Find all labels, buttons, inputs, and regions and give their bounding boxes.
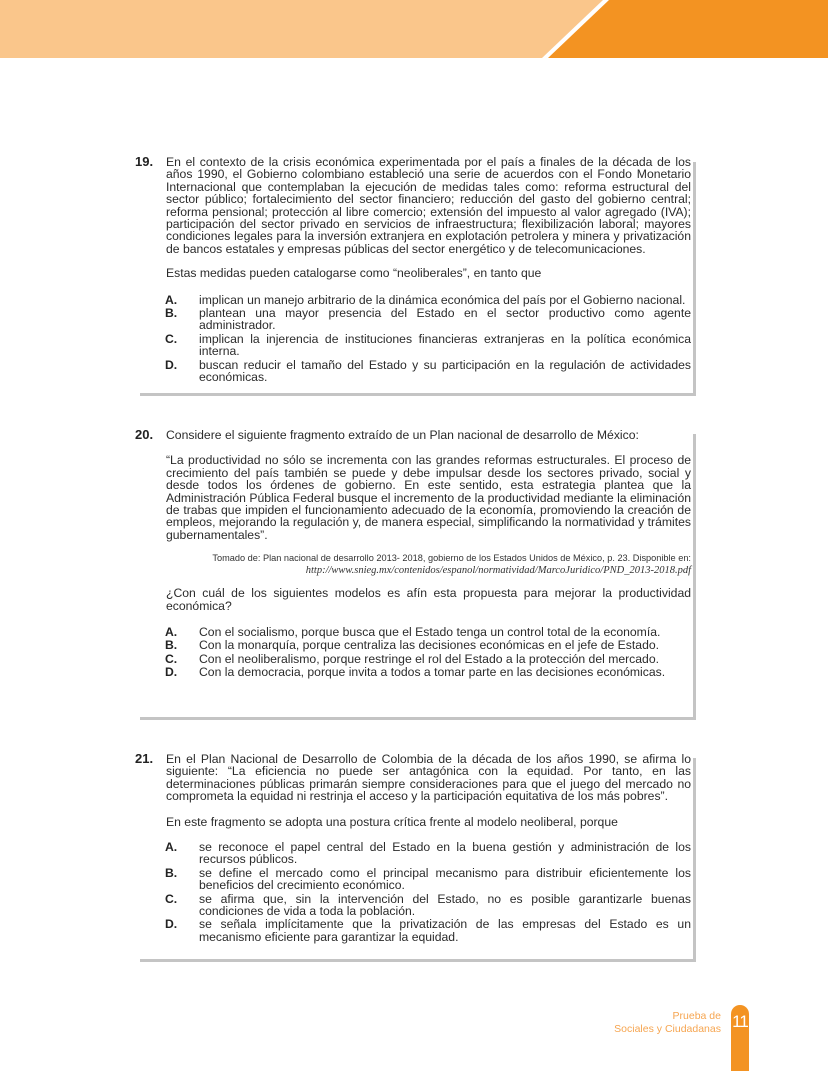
option-d[interactable]: D. buscan reducir el tamaño del Estado y su participación en la regulación de actividades económicas. (165, 357, 691, 385)
question-20 (135, 429, 691, 680)
option-d[interactable]: D. se señala implícitamente que la privatización de las empresas del Estado es un mecanismo eficiente para garantizar la equidad. (165, 917, 691, 944)
answer-options (165, 841, 691, 943)
question-prompt: Estas medidas pueden catalogarse como “neoliberales”, en tanto que (166, 266, 542, 281)
question-19 (135, 156, 691, 385)
option-b[interactable]: B. plantean una mayor presencia del Estado en el sector productivo como agente administrador. (165, 306, 691, 333)
quoted-fragment: “La productividad no sólo se incrementa con las grandes reformas estructurales. El proceso de crecimiento del país también se puede y debe impulsar desde los sectores privado, social y desde todos los órdenes de gobierno. En este sentido, esta estrategia plantea que la Administración Pública Federal busque el incremento de la productividad mediante la eliminación de trabas que impiden el funcionamiento adecuado de la economía, promoviendo la creación de empleos, mejorando la regulación y, de manera especial, simplificando la normatividad y trámites gubernamentales”. (166, 453, 691, 542)
footer-label-line1: Prueba de (672, 1010, 721, 1022)
page-number: 11 (732, 1012, 748, 1031)
question-prompt: En este fragmento se adopta una postura crítica frente al modelo neoliberal, porque (166, 814, 618, 829)
question-number: 21. (135, 751, 154, 766)
question-stem: En el Plan Nacional de Desarrollo de Colombia de la década de los años 1990, se afirma lo siguiente: “La eficiencia no puede ser antagónica con la equidad. Por tanto, en las determinaciones públicas primarán siempre consideraciones para que el juego del mercado no comprometa la equidad ni restrinja el acceso y la participación equitativa de los más pobres”. (166, 752, 691, 804)
option-a[interactable]: A. Con el socialismo, porque busca que el Estado tenga un control total de la economía. (165, 625, 661, 640)
question-21 (135, 753, 691, 944)
answer-options (165, 294, 691, 384)
option-a[interactable]: A. implican un manejo arbitrario de la dinámica económica del país por el Gobierno nacional. (165, 292, 686, 307)
option-c[interactable]: C. implican la injerencia de instituciones financieras extranjeras en la política económica interna. (165, 331, 691, 359)
footer-test-name (614, 1010, 721, 1035)
source-text: Tomado de: Plan nacional de desarrollo 2013- 2018, gobierno de los Estados Unidos de México, p. 23. Disponible en: (212, 553, 691, 564)
answer-options (165, 626, 691, 679)
question-stem: En el contexto de la crisis económica experimentada por el país a finales de la década de los años 1990, el Gobierno colombiano estableció una serie de acuerdos con el Fondo Monetario Internacional que contemplaban la ejecución de medidas tales como: reforma estructural del sector público; fortalecimiento del sector financiero; reducción del gasto del gobierno central; reforma pensional; protección al libre comercio; extensión del impuesto al valor agregado (IVA); participación del sector privado en servicios de infraestructura; flexibilización laboral; mayores condiciones legales para la inversión extranjera en explotación petrolera y minera y privatización de bancos estatales y empresas públicas del sector energético y de telecomunicaciones. (166, 155, 691, 256)
option-c[interactable]: C. se afirma que, sin la intervención del Estado, no es posible garantizarle buenas condiciones de vida a toda la población. (165, 891, 691, 919)
question-number: 19. (135, 154, 154, 169)
option-b[interactable]: B. se define el mercado como el principal mecanismo para distribuir eficientemente los beneficios del crecimiento económico. (165, 865, 691, 893)
source-url[interactable]: http://www.snieg.mx/contenidos/espanol/normatividad/MarcoJuridico/PND_2013-2018.pdf (305, 564, 691, 576)
question-prompt: ¿Con cuál de los siguientes modelos es afín esta propuesta para mejorar la productividad económica? (166, 586, 691, 613)
option-a[interactable]: A. se reconoce el papel central del Estado en la buena gestión y administración de los recursos públicos. (165, 840, 691, 867)
option-d[interactable]: D. Con la democracia, porque invita a todos a tomar parte en las decisiones económicas. (165, 665, 666, 680)
question-stem: Considere el siguiente fragmento extraído de un Plan nacional de desarrollo de México: (166, 428, 639, 442)
option-c[interactable]: C. Con el neoliberalismo, porque restringe el rol del Estado a la protección del mercado. (165, 651, 659, 666)
header-band (0, 0, 828, 58)
option-b[interactable]: B. Con la monarquía, porque centraliza las decisiones económicas en el jefe de Estado. (165, 638, 660, 653)
footer-label-line2: Sociales y Ciudadanas (614, 1022, 721, 1035)
question-number: 20. (135, 427, 154, 442)
source-citation (166, 552, 691, 577)
header-stripe-graphic (0, 0, 828, 58)
